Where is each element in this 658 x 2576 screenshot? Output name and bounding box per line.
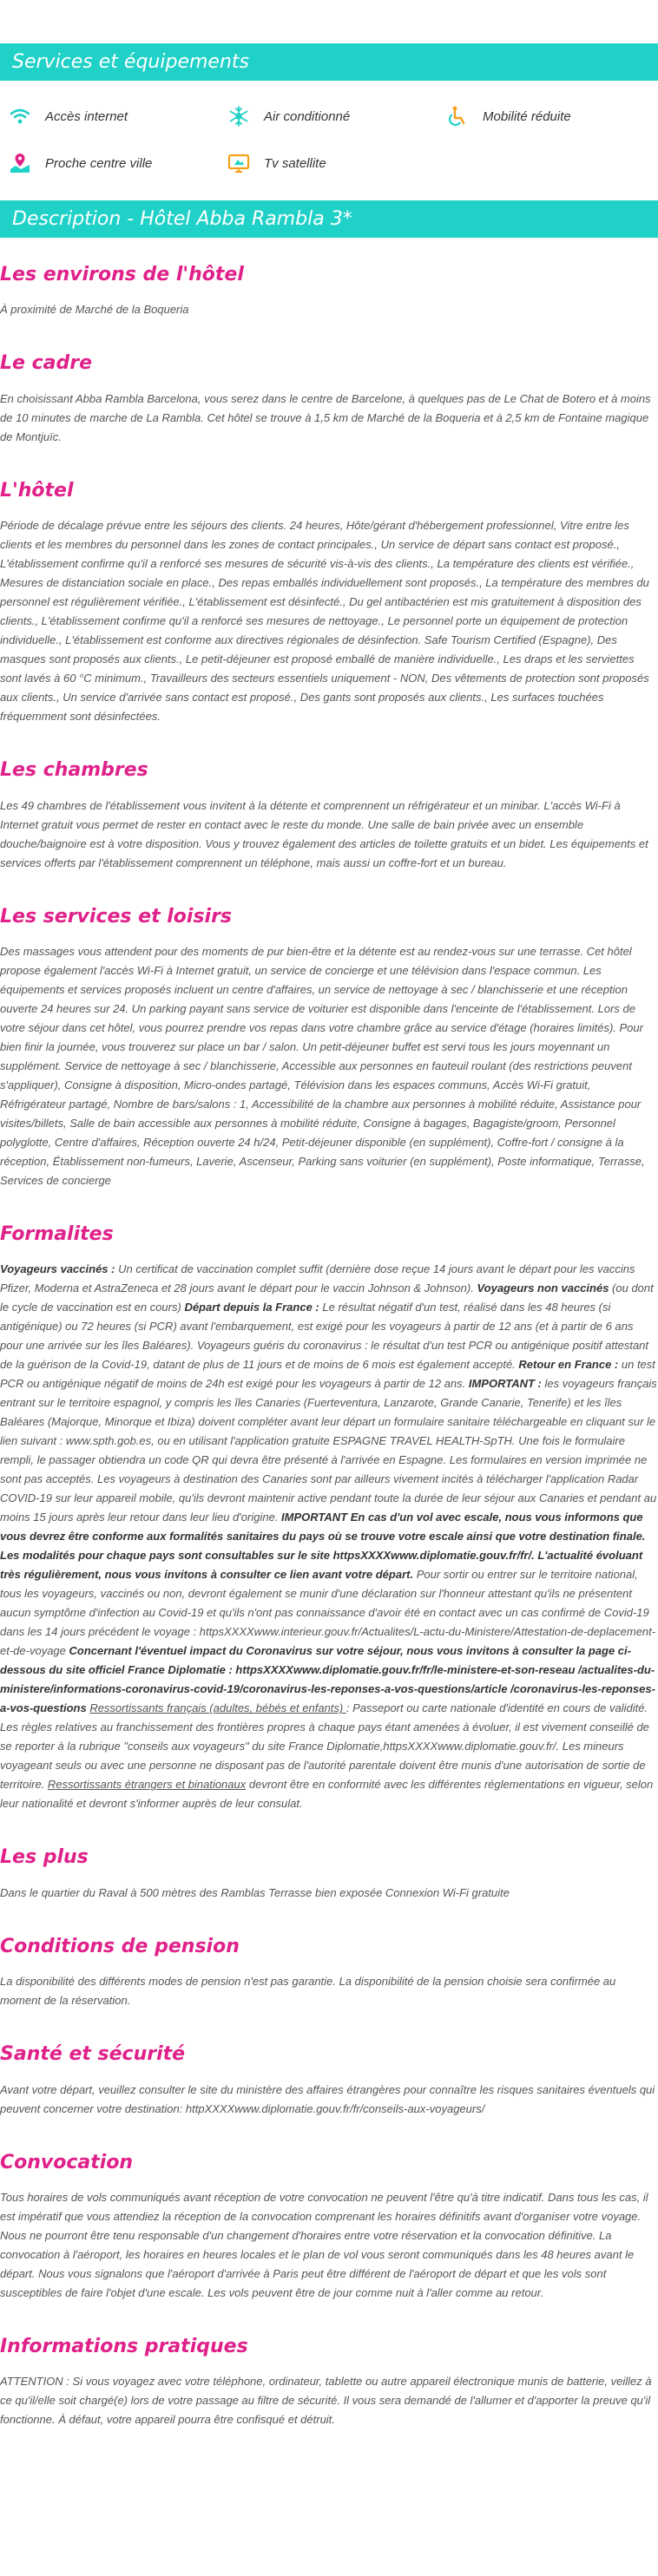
description-sections: [0, 238, 658, 2480]
section-title: Santé et sécurité: [0, 2043, 186, 2066]
formalites-text-part: (ou dont le cycle de vaccination est en cours): [0, 1281, 654, 1314]
section-cadre: [0, 352, 658, 446]
section-title: Les chambres: [0, 759, 148, 782]
section-text: À proximité de Marché de la Boqueria: [0, 303, 189, 317]
formalites-text-part: Voyageurs vaccinés :: [0, 1262, 119, 1276]
amenity-internet: [9, 105, 227, 128]
section-text: La disponibilité des différents modes de pension n'est pas garantie. La disponibilité de la pension choisie sera confirmée au moment de la réservation.: [0, 1975, 616, 2008]
section-text: Avant votre départ, veuillez consulter le site du ministère des affaires étrangères pour connaître les risques sanitaires éventuels qui peuvent concerner votre destination: httpXXXXwww.diplomatie.gouv.fr/fr/conseils-aux-voyageurs/: [0, 2082, 655, 2115]
section-title: Convocation: [0, 2151, 134, 2173]
section-text: ATTENTION : Si vous voyagez avec votre téléphone, ordinateur, tablette ou autre appareil électronique munis de batterie, veillez à ce qu'il/elle soit chargé(e) lors de votre passage au filtre de sécurité. Il vous sera demandé de l'allumer et d'apporter la preuve qu'il fonctionne. À défaut, votre appareil pourra être confisqué et détruit.: [0, 2375, 652, 2427]
amenity-city-centre: [9, 152, 227, 174]
amenity-label: Accès internet: [45, 108, 128, 124]
section-pension: [0, 1936, 658, 2010]
snowflake-icon: [227, 105, 250, 128]
section-text: Les 49 chambres de l'établissement vous invitent à la détente et comprennent un réfrigérateur et un minibar. L'accès Wi-Fi à Internet gratuit vous permet de rester en contact avec le reste du monde. Une salle de bain privée avec un ensemble douche/baignoire est à votre disposition. Vous y trouvez également des articles de toilette gratuits et un bidet. Les équipements et services offerts par l'établissement comprennent un téléphone, mais aussi un coffre-fort et un bureau.: [0, 798, 648, 869]
section-text: Tous horaires de vols communiqués avant réception de votre convocation ne peuvent l'être qu'à titre indicatif. Dans tous les cas, il est impératif que vous attendiez la réception de la convocation comprenant les horaires définitifs avant d'organiser votre voyage. Nous ne pourront être tenu responsable d'un changement d'horaires entre votre réservation et la convocation définitive. La convocation à l'aéroport, les horaires en heures locales et le plan de vol vous seront communiqués dans les 48 heures avant le départ. Nous vous signalons que l'aéroport d'arrivée à Paris peut être différent de l'aéroport de départ et que les vols sont susceptibles de faire l'objet d'une escale. Les vols peuvent être de jour comme nuit à l'aller comme au retour.: [0, 2190, 648, 2299]
amenity-label: Mobilité réduite: [483, 108, 571, 124]
section-title: Le cadre: [0, 352, 93, 375]
formalites-text-part: devront être en conformité avec les différentes réglementations en vigueur, selon leur nationalité et devront s'informer auprès de leur consulat.: [0, 1778, 654, 1811]
section-title: Les plus: [0, 1846, 89, 1869]
section-infos-pratiques: [0, 2336, 658, 2429]
wifi-icon: [9, 105, 31, 128]
formalites-text-part: Un certificat de vaccination complet suffit (dernière dose reçue 14 jours avant le départ pour les vaccins Pfizer, Moderna et AstraZeneca et 28 jours avant le départ pour le vaccin Johnson & Johnson).: [0, 1262, 635, 1295]
section-title: Les environs de l'hôtel: [0, 264, 244, 285]
services-banner: Services et équipements: [0, 43, 658, 81]
amenity-label: Tv satellite: [264, 155, 326, 171]
section-title: L'hôtel: [0, 479, 74, 501]
section-chambres: [0, 759, 658, 872]
amenity-satellite-tv: [227, 152, 446, 174]
formalites-text-part: Voyageurs non vaccinés: [477, 1281, 609, 1295]
formalites-text-part: Concernant l'éventuel impact du Coronavirus sur votre séjour, nous vous invitons à consulter la page ci-dessous du site officiel France Diplomatie : httpsXXXXwww.diplomatie.gouv.fr/fr/le-ministere-et-son-reseau /actualites-du-ministere/informations-coronavirus-covid-19/coronavirus-les-reponses-a-vos-questions/article /coronavirus-les-reponses-a-vos-questions: [0, 1644, 655, 1715]
formalites-text-part: Retour en France :: [518, 1358, 622, 1372]
section-text: [0, 1260, 658, 1813]
section-environs: [0, 264, 658, 319]
section-text: Période de décalage prévue entre les séjours des clients. 24 heures, Hôte/gérant d'hébergement professionnel, Vitre entre les clients et les membres du personnel dans les zones de contact principales., Un service de départ sans contact est proposé., L'établissement confirme qu'il a renforcé ses mesures de sécurité vis-à-vis des clients., La température des clients est vérifiée., Mesures de distanciation sociale en place., Des repas emballés individuellement sont proposés., La température des membres du personnel est régulièrement vérifiée., L'établissement est désinfecté., Du gel antibactérien est mis gratuitement à disposition des clients., L'établissement confirme qu'il a renforcé ses mesures de nettoyage., Le personnel porte un équipement de protection individuelle., L'établissement est conforme aux directives régionales de désinfection. Safe Tourism Certified (Espagne), Des masques sont proposés aux clients., Le petit-déjeuner est proposé emballé de manière individuelle., Les draps et les serviettes sont lavés à 60 °C minimum., Travailleurs des secteurs essentiels uniquement - NON, Des vêtements de protection sont proposés aux clients., Un service d'arrivée sans contact est proposé., Des gants sont proposés aux clients., Les surfaces touchées fréquemment sont désinfectées.: [0, 519, 649, 724]
section-plus: [0, 1846, 658, 1902]
formalites-text-part: : Passeport ou carte nationale d'identité en cours de validité. Les règles relatives au franchissement des frontières propres à chaque pays étant amenées à évoluer, il est vivement conseillé de se reporter à la rubrique "conseils aux voyageurs" du site France Diplomatie,httpsXXXXwww.diplomatie.gouv.fr/. Les mineurs voyageant seuls ou avec une personne ne disposant pas de l'autorité parentale doivent être munis d'une autorisation de sortie de territoire.: [0, 1701, 649, 1792]
amenity-label: Proche centre ville: [45, 155, 153, 171]
amenity-reduced-mobility: [446, 105, 658, 128]
formalites-text-part: les voyageurs français entrant sur le territoire espagnol, y compris les îles Canaries (Fuerteventura, Lanzarote, Grande Canarie, Tenerife) et les îles Baléares (Majorque, Minorque et Ibiza) doivent compléter avant leur départ un formulaire sanitaire téléchargeable en cliquant sur le lien suivant : www.spth.gob.es, ou en utilisant l'application gratuite ESPAGNE TRAVEL HEALTH-SpTH. Une fois le formulaire rempli, le passager obtiendra un code QR qui devra être présenté à l'arrivée en Espagne. Les formulaires en version imprimée ne sont pas acceptés. Les voyageurs à destination des Canaries sont par ailleurs vivement incités à télécharger l'application Radar COVID-19 sur leur appareil mobile, qu'ils devront maintenir active pendant toute la durée de leur séjour aux Canaries et pendant au moins 15 jours après leur retour dans leur lieu d'origine.: [0, 1377, 657, 1524]
section-convocation: [0, 2152, 658, 2303]
section-title: Formalites: [0, 1222, 114, 1245]
formalites-text-part: Départ depuis la France :: [184, 1301, 323, 1314]
section-text: Des massages vous attendent pour des moments de pur bien-être et la détente est au rendez-vous sur une terrasse. Cet hôtel propose également l'accès Wi-Fi à Internet gratuit, un service de concierge et une télévision dans l'espace commun. Les équipements et services proposés incluent un centre d'affaires, un service de nettoyage à sec / blanchisserie et une réception ouverte 24 heures sur 24. Un parking payant sans service de voiturier est disponible dans l'enceinte de l'établissement. Lors de votre séjour dans cet hôtel, vous pourrez prendre vos repas dans votre chambre grâce au service d'étage (horaires limités). Pour bien finir la journée, vous trouverez sur place un bar / salon. Un petit-déjeuner buffet est servi tous les jours moyennant un supplément. Service de nettoyage à sec / blanchisserie, Accessible aux personnes en fauteuil roulant (des restrictions peuvent s'appliquer), Consigne à disposition, Micro-ondes partagé, Télévision dans les espaces communs, Accès Wi-Fi gratuit, Réfrigérateur partagé, Nombre de bars/salons : 1, Accessibilité de la chambre aux personnes à mobilité réduite, Assistance pour visites/billets, Salle de bain accessible aux personnes à mobilité réduite, Consigne à bagages, Bagagiste/groom, Personnel polyglotte, Centre d'affaires, Réception ouverte 24 h/24, Petit-déjeuner disponible (en supplément), Coffre-fort / consigne à la réception, Établissement non-fumeurs, Laverie, Ascenseur, Parking sans voiturier (en supplément), Poste informatique, Terrasse, Services de concierge: [0, 944, 645, 1187]
amenities-grid: [0, 81, 658, 174]
amenity-air-conditioning: [227, 105, 446, 128]
section-title: Les services et loisirs: [0, 905, 233, 927]
description-banner: Description - Hôtel Abba Rambla 3*: [0, 200, 658, 238]
section-text: En choisissant Abba Rambla Barcelona, vous serez dans le centre de Barcelone, à quelques pas de Le Chat de Botero et à moins de 10 minutes de marche de La Rambla. Cet hôtel se trouve à 1,5 km de Marché de la Boqueria et à 2,5 km de Fontaine magique de Montjuïc.: [0, 391, 651, 443]
formalites-text-part: Le résultat négatif d'un test, réalisé dans les 48 heures (si antigénique) ou 72 heures (si PCR) avant l'embarquement, est exigé pour les voyageurs à partir de 12 ans (et à partir de 6 ans pour une arrivée sur les îles Baléares). Voyageurs guéris du coronavirus : le résultat d'un test PCR ou antigénique positif attestant de la guérison de la Covid-19, datant de plus de 11 jours et de moins de 6 mois est également accepté.: [0, 1301, 649, 1372]
map-pin-icon: [9, 152, 31, 174]
formalites-text-part: Ressortissants français (adultes, bébés et enfants): [89, 1701, 346, 1715]
formalites-text-part: IMPORTANT En cas d'un vol avec escale, nous vous informons que vous devrez être conforme aux formalités sanitaires du pays où se trouve votre escale ainsi que votre destination finale. Les modalités pour chaque pays sont consultables sur le site httpsXXXXwww.diplomatie.gouv.fr/fr/. L'actualité évoluant très régulièrement, nous vous invitons à consulter ce lien avant votre départ.: [0, 1511, 646, 1582]
section-sante: [0, 2043, 658, 2118]
formalites-text-part: un test PCR ou antigénique négatif de moins de 24h est exigé pour les voyageurs à partir de 12 ans.: [0, 1358, 655, 1391]
formalites-text-part: IMPORTANT :: [468, 1377, 545, 1391]
section-hotel: [0, 480, 658, 726]
section-title: Informations pratiques: [0, 2335, 248, 2357]
amenity-label: Air conditionné: [264, 108, 351, 124]
section-title: Conditions de pension: [0, 1935, 240, 1957]
tv-icon: [227, 152, 250, 174]
section-text: Dans le quartier du Raval à 500 mètres des Ramblas Terrasse bien exposée Connexion Wi-Fi gratuite: [0, 1885, 510, 1899]
section-formalites: [0, 1223, 658, 1813]
wheelchair-icon: [446, 105, 469, 128]
formalites-text-part: Pour sortir ou entrer sur le territoire national, tous les voyageurs, vaccinés ou non, devront également se munir d'une déclaration sur l'honneur attestant qu'ils ne présentent aucun symptôme d'infection au Covid-19 et qu'ils n'ont pas connaissance d'avoir été en contact avec un cas confirmé de Covid-19 dans les 14 jours précédent le voyage : httpsXXXXwww.interieur.gouv.fr/Actualites/L-actu-du-Ministere/Attestation-de-deplacement-et-de-voyage: [0, 1568, 656, 1658]
formalites-text-part: Ressortissants étrangers et binationaux: [47, 1778, 247, 1792]
section-services-loisirs: [0, 906, 658, 1190]
